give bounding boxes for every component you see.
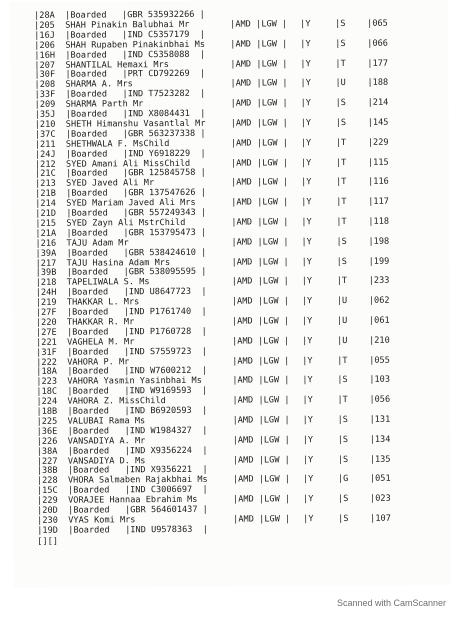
- sequence-number: |214: [367, 97, 389, 108]
- line-text: |38B |Boarded |IND X9356221 |: [36, 465, 208, 477]
- origin-code: |AMD: [231, 316, 253, 327]
- fare-code: |S: [337, 375, 348, 386]
- line-text: |18C |Boarded |IND W9169593 |: [36, 385, 208, 398]
- cabin-class: |Y: [301, 256, 312, 267]
- fare-code: |S: [336, 236, 347, 247]
- fare-code: |T: [336, 197, 347, 208]
- destination-code: |LGW |: [257, 217, 289, 228]
- line-text: |208 SHARMA A. Mrs: [34, 79, 133, 91]
- destination-code: |LGW |: [257, 177, 289, 188]
- sequence-number: |233: [368, 275, 390, 287]
- fare-code: |G: [337, 474, 349, 485]
- fare-code: |S: [335, 18, 346, 29]
- sequence-number: |210: [369, 335, 390, 346]
- cabin-class: |Y: [301, 177, 312, 188]
- origin-code: |AMD: [232, 435, 254, 446]
- line-text: |213 SYED Javed Ali Mr: [35, 178, 155, 190]
- origin-code: |AMD: [231, 296, 253, 307]
- sequence-number: |198: [368, 236, 390, 247]
- origin-code: |AMD: [232, 415, 254, 426]
- line-text: |18B |Boarded |IND B6920593 |: [36, 405, 208, 417]
- line-text: |225 VALUBAI Rama Ms: [36, 416, 146, 427]
- cabin-class: |Y: [302, 454, 314, 465]
- sequence-number: |055: [369, 355, 390, 366]
- line-text: |214 SYED Mariam Javed Ali Mrs: [35, 197, 196, 209]
- fare-code: |S: [338, 513, 349, 524]
- sequence-number: |135: [369, 454, 391, 465]
- cabin-class: |Y: [302, 434, 314, 445]
- cabin-class: |Y: [302, 375, 313, 386]
- destination-code: |LGW |: [257, 276, 289, 287]
- fare-code: |U: [337, 335, 348, 346]
- destination-code: |LGW |: [258, 415, 290, 426]
- origin-code: |AMD: [230, 19, 251, 30]
- fare-code: |S: [335, 98, 347, 109]
- sequence-number: |117: [368, 196, 389, 207]
- sequence-number: |131: [369, 414, 391, 425]
- destination-code: |LGW |: [258, 335, 290, 347]
- cabin-class: |Y: [301, 316, 313, 327]
- line-text: |21B |Boarded |GBR 137547626 |: [35, 187, 206, 200]
- line-text: |224 VAHORA Z. MissChild: [36, 396, 166, 407]
- origin-code: |AMD: [233, 494, 254, 505]
- line-text: |21D |Boarded |GBR 557249343 |: [35, 207, 207, 219]
- destination-code: |LGW |: [257, 236, 289, 248]
- cabin-class: |Y: [302, 474, 314, 485]
- fare-code: |T: [335, 157, 347, 168]
- destination-code: |LGW |: [256, 58, 288, 69]
- cabin-class: |Y: [301, 197, 312, 208]
- line-text: |230 VYAS Komi Mrs: [37, 515, 136, 526]
- destination-code: |LGW |: [258, 375, 290, 386]
- cabin-class: |Y: [302, 395, 313, 406]
- line-text: |210 SHETH Himanshu Vasantlal Mr: [34, 118, 206, 130]
- fare-code: |S: [337, 414, 348, 425]
- origin-code: |AMD: [231, 197, 252, 208]
- line-text: |206 SHAH Rupaben Pinakinbhai Ms: [34, 39, 206, 51]
- cabin-class: |Y: [300, 137, 312, 148]
- destination-code: |LGW |: [256, 78, 288, 89]
- line-text: |39B |Boarded |GBR 538095595 |: [35, 267, 207, 279]
- line-text: |20D |Boarded |GBR 564601437 |: [37, 504, 208, 516]
- line-text: |15C |Boarded |IND C3006697 |: [36, 484, 208, 497]
- destination-code: |LGW |: [257, 197, 289, 208]
- sequence-number: |056: [369, 394, 391, 405]
- line-text: |221 VAGHELA M. Mr: [36, 336, 135, 348]
- line-text: |30F |Boarded |PRT CD792269 |: [34, 69, 206, 81]
- fare-code: |U: [336, 296, 348, 307]
- cabin-class: |Y: [300, 58, 311, 69]
- line-text: |38A |Boarded |IND X9356224 |: [36, 445, 208, 457]
- fare-code: |T: [335, 58, 346, 69]
- destination-code: |LGW |: [257, 316, 290, 327]
- line-text: |28A |Boarded |GBR 535932266 |: [34, 9, 205, 21]
- destination-code: |LGW |: [257, 296, 289, 307]
- line-text: |219 THAKKAR L. Mrs: [35, 297, 140, 308]
- sequence-number: |177: [367, 58, 389, 69]
- line-text: |209 SHARMA Parth Mr: [34, 99, 144, 110]
- cabin-class: |Y: [300, 78, 311, 89]
- cabin-class: |Y: [302, 415, 313, 426]
- fare-code: |T: [336, 216, 347, 227]
- origin-code: |AMD: [230, 59, 252, 70]
- cabin-class: |Y: [301, 217, 312, 228]
- line-text: |211 SHETHWALA F. MsChild: [34, 138, 170, 150]
- line-text: |229 VORAJEE Hannaa Ebrahim Ms: [37, 494, 198, 506]
- line-text: |18A |Boarded |IND W7600212 |: [36, 366, 208, 378]
- destination-code: |LGW |: [258, 474, 291, 485]
- line-text: |205 SHAH Pinakin Balubhai Mr: [34, 19, 190, 31]
- line-text: |16H |Boarded |IND C5358088 |: [34, 49, 206, 61]
- fare-code: |U: [335, 78, 346, 89]
- sequence-number: |065: [367, 18, 388, 29]
- origin-code: |AMD: [232, 455, 254, 466]
- destination-code: |LGW |: [256, 118, 288, 129]
- fare-code: |T: [336, 177, 347, 188]
- passenger-manifest: [10, 0, 448, 536]
- destination-code: |LGW |: [258, 355, 290, 366]
- origin-code: |AMD: [231, 276, 253, 287]
- destination-code: |LGW |: [259, 494, 291, 505]
- sequence-number: |116: [368, 176, 389, 188]
- destination-code: |LGW |: [258, 454, 290, 465]
- line-text: |27F |Boarded |IND P1761740 |: [35, 306, 207, 318]
- sequence-number: |145: [367, 117, 389, 128]
- cabin-class: |Y: [300, 157, 312, 168]
- fare-code: |T: [336, 276, 348, 287]
- cabin-class: |Y: [300, 118, 312, 129]
- line-text: |207 SHANTILAL Hemaxi Mrs: [34, 59, 169, 71]
- line-text: |36E |Boarded |IND W1984327 |: [36, 425, 208, 437]
- origin-code: |AMD: [231, 237, 253, 248]
- origin-code: |AMD: [230, 158, 252, 169]
- origin-code: |AMD: [230, 138, 252, 149]
- cabin-class: |Y: [302, 335, 313, 346]
- fare-code: |T: [337, 395, 348, 406]
- sequence-number: |103: [369, 374, 391, 386]
- fare-code: |S: [337, 434, 349, 445]
- line-text: |222 VAHORA P. Mr: [36, 356, 130, 368]
- end-marker: [][]: [37, 536, 59, 547]
- line-text: |35J |Boarded |IND X8084431 |: [34, 108, 206, 120]
- origin-code: |AMD: [231, 217, 253, 228]
- origin-code: |AMD: [230, 39, 251, 50]
- sequence-number: |134: [369, 434, 391, 445]
- destination-code: |LGW |: [256, 38, 288, 50]
- destination-code: |LGW |: [257, 256, 289, 267]
- cabin-class: |Y: [303, 494, 314, 505]
- line-text: |33F |Boarded |IND T7523282 |: [34, 88, 206, 101]
- sequence-number: |188: [367, 77, 389, 89]
- line-text: |212 SYED Amani Ali MissChild: [34, 158, 191, 170]
- fare-code: |S: [336, 256, 347, 267]
- destination-code: |LGW |: [256, 19, 288, 30]
- line-text: |31F |Boarded |IND S7559723 |: [36, 346, 207, 358]
- sequence-number: |066: [367, 38, 388, 49]
- fare-code: |S: [335, 117, 347, 128]
- line-text: |21A |Boarded |GBR 153795473 |: [35, 227, 207, 239]
- destination-code: |LGW |: [256, 98, 288, 109]
- scanner-watermark: Scanned with CamScanner: [336, 598, 446, 608]
- line-text: |228 VHORA Salmaben Rajakbhai Ms: [36, 475, 208, 487]
- origin-code: |AMD: [231, 177, 252, 188]
- cabin-class: |Y: [301, 276, 313, 287]
- destination-code: |LGW |: [258, 395, 290, 406]
- cabin-class: |Y: [302, 355, 313, 366]
- origin-code: |AMD: [230, 78, 252, 89]
- line-text: |223 VAHORA Yasmin Yasinbhai Ms: [36, 376, 202, 388]
- origin-code: |AMD: [232, 375, 254, 386]
- sequence-number: |062: [368, 295, 390, 306]
- sequence-number: |118: [368, 216, 390, 227]
- line-text: |37C |Boarded |GBR 563237338 |: [34, 128, 206, 140]
- origin-code: |AMD: [230, 98, 252, 109]
- sequence-number: |051: [369, 473, 391, 485]
- cabin-class: |Y: [300, 19, 311, 30]
- line-text: |215 SYED Zayn Ali MstrChild: [35, 217, 186, 229]
- fare-code: |S: [338, 494, 349, 505]
- sequence-number: |229: [367, 137, 389, 148]
- line-text: |21C |Boarded |GBR 125845758 |: [35, 168, 206, 180]
- line-text: |39A |Boarded |GBR 538424610 |: [35, 247, 207, 259]
- fare-code: |T: [337, 355, 348, 366]
- origin-code: |AMD: [233, 514, 254, 525]
- cabin-class: |Y: [300, 38, 311, 49]
- origin-code: |AMD: [232, 356, 253, 367]
- origin-code: |AMD: [232, 395, 254, 406]
- destination-code: |LGW |: [259, 514, 291, 525]
- cabin-class: |Y: [301, 296, 313, 307]
- sequence-number: |023: [370, 493, 391, 504]
- origin-code: |AMD: [230, 118, 252, 129]
- line-text: |220 THAKKAR R. Mr: [35, 317, 135, 328]
- origin-code: |AMD: [232, 336, 253, 347]
- cabin-class: |Y: [301, 236, 312, 247]
- fare-code: |U: [336, 315, 348, 326]
- sequence-number: |199: [368, 256, 390, 267]
- destination-code: |LGW |: [258, 434, 290, 446]
- line-text: |226 VANSADIYA A. Mr: [36, 435, 146, 447]
- line-text: |217 TAJU Hasina Adam Mrs: [35, 257, 171, 269]
- origin-code: |AMD: [231, 257, 253, 268]
- cabin-class: |Y: [300, 98, 312, 109]
- line-text: |218 TAPELIWALA S. Ms: [35, 277, 150, 289]
- sequence-number: |061: [368, 315, 390, 326]
- line-text: |16J |Boarded |IND C5357179 |: [34, 29, 205, 41]
- fare-code: |S: [337, 454, 349, 465]
- line-text: |24J |Boarded |IND Y6918229 |: [34, 148, 206, 160]
- fare-code: |S: [335, 38, 346, 49]
- destination-code: |LGW |: [256, 137, 288, 149]
- cabin-class: |Y: [303, 514, 314, 525]
- line-text: |24H |Boarded |IND U8647723 |: [35, 286, 207, 299]
- scanned-page: [10, 0, 452, 588]
- line-text: |27E |Boarded |IND P1760728 |: [35, 326, 207, 338]
- line-text: |19D |Boarded |IND U9578363 |: [37, 524, 209, 536]
- sequence-number: |115: [367, 157, 389, 168]
- destination-code: |LGW |: [256, 157, 289, 168]
- fare-code: |T: [335, 137, 347, 148]
- sequence-number: |107: [370, 513, 391, 524]
- line-text: |216 TAJU Adam Mr: [35, 237, 129, 249]
- line-text: |227 VANSADIYA D. Ms: [36, 455, 146, 467]
- origin-code: |AMD: [232, 474, 254, 485]
